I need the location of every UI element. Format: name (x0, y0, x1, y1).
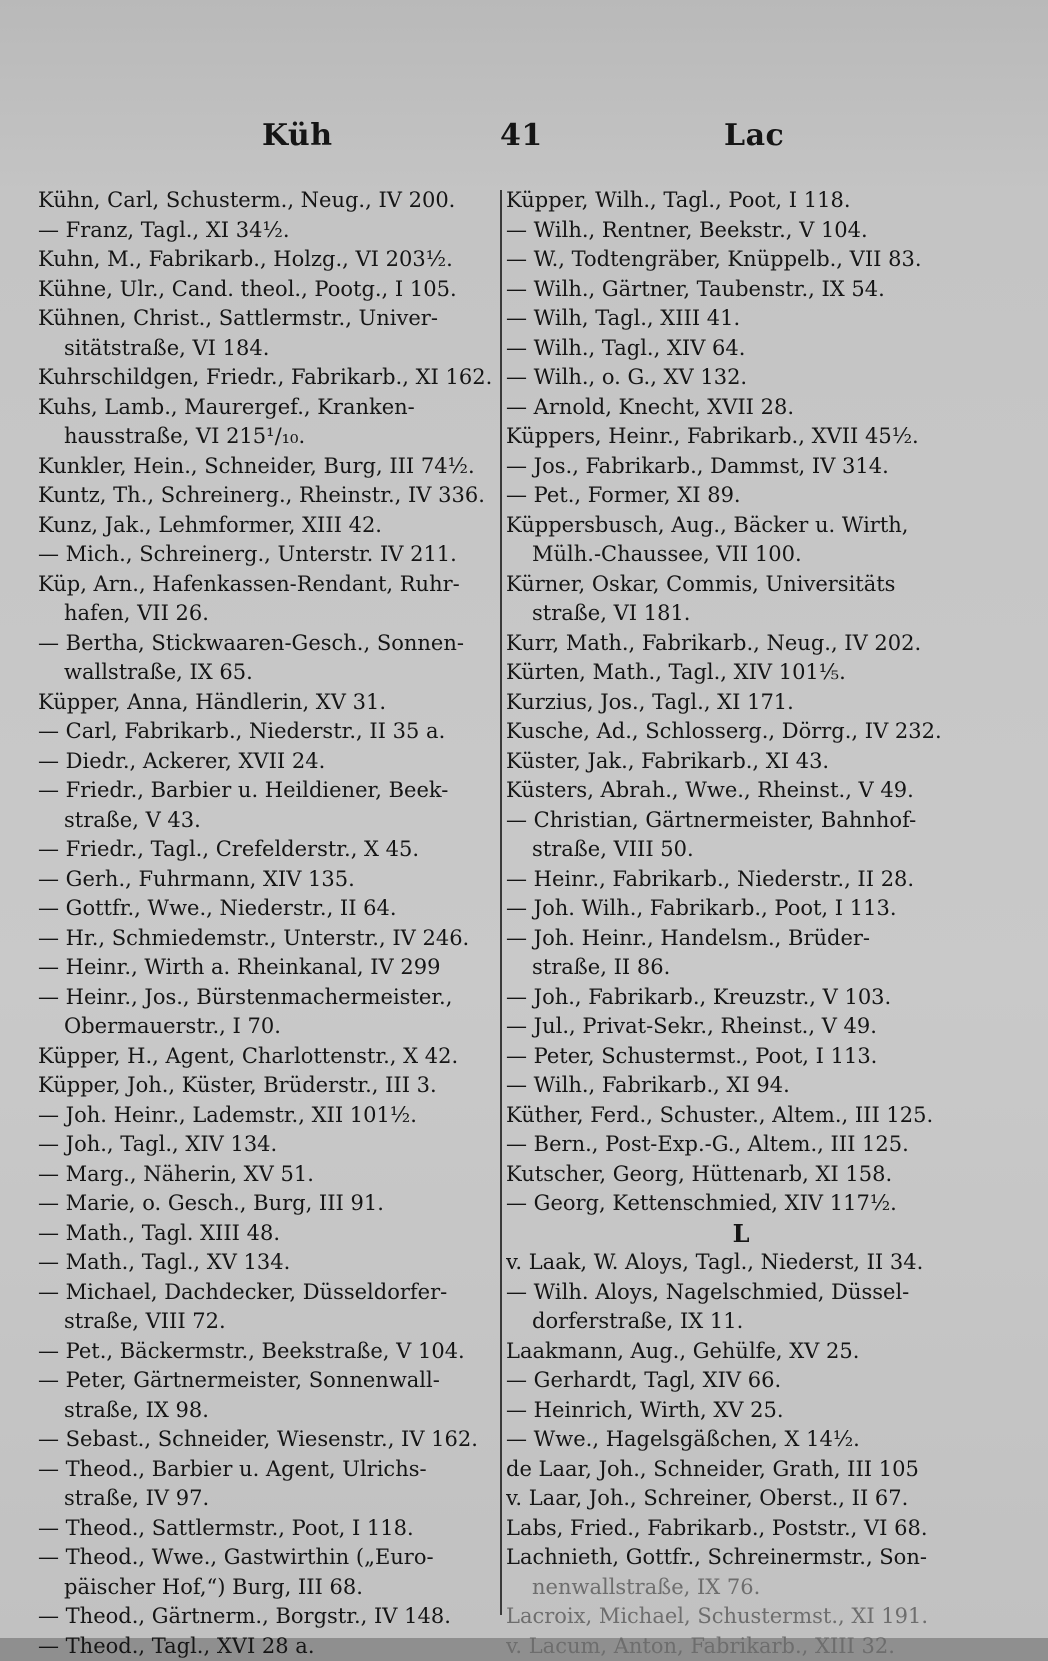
directory-entry: Kühn, Carl, Schusterm., Neug., IV 200. (38, 186, 496, 216)
directory-entry: v. Lacum, Anton, Fabrikarb., XIII 32. (506, 1632, 976, 1661)
directory-entry: Labs, Fried., Fabrikarb., Poststr., VI 68. (506, 1514, 976, 1544)
directory-entry: — Wilh., o. G., XV 132. (506, 363, 976, 393)
directory-entry: — Friedr., Tagl., Crefelderstr., X 45. (38, 835, 496, 865)
directory-entry: Küppersbusch, Aug., Bäcker u. Wirth, (506, 511, 976, 541)
left-column (38, 186, 496, 1661)
directory-entry: Küp, Arn., Hafenkassen-Rendant, Ruhr- (38, 570, 496, 600)
directory-entry: Küsters, Abrah., Wwe., Rheinst., V 49. (506, 776, 976, 806)
directory-entry: Lachnieth, Gottfr., Schreinermstr., Son- (506, 1543, 976, 1573)
page-header (0, 118, 1048, 168)
directory-entry: — Wilh., Tagl., XIV 64. (506, 334, 976, 364)
directory-entry: — Gerhardt, Tagl, XIV 66. (506, 1366, 976, 1396)
directory-entry: — Theod., Sattlermstr., Poot, I 118. (38, 1514, 496, 1544)
directory-entry: Kurzius, Jos., Tagl., XI 171. (506, 688, 976, 718)
directory-entry: Küpper, Wilh., Tagl., Poot, I 118. (506, 186, 976, 216)
directory-entry: — Math., Tagl., XV 134. (38, 1248, 496, 1278)
directory-entry: — Heinr., Jos., Bürstenmachermeister., (38, 983, 496, 1013)
entry-continuation: hafen, VII 26. (38, 599, 496, 629)
directory-entry: Kürner, Oskar, Commis, Universitäts (506, 570, 976, 600)
directory-entry: Kuhs, Lamb., Maurergef., Kranken- (38, 393, 496, 423)
directory-entry: Küpper, H., Agent, Charlottenstr., X 42. (38, 1042, 496, 1072)
directory-entry: — Peter, Schustermst., Poot, I 113. (506, 1042, 976, 1072)
directory-entry: Küster, Jak., Fabrikarb., XI 43. (506, 747, 976, 777)
directory-entry: — W., Todtengräber, Knüppelb., VII 83. (506, 245, 976, 275)
directory-entry: Kutscher, Georg, Hüttenarb, XI 158. (506, 1160, 976, 1190)
column-divider (500, 190, 502, 1615)
directory-entry: — Gerh., Fuhrmann, XIV 135. (38, 865, 496, 895)
entry-continuation: sitätstraße, VI 184. (38, 334, 496, 364)
entry-continuation: nenwallstraße, IX 76. (506, 1573, 976, 1603)
section-letter: L (506, 1219, 976, 1249)
directory-entry: — Franz, Tagl., XI 34½. (38, 216, 496, 246)
directory-entry: — Heinr., Fabrikarb., Niederstr., II 28. (506, 865, 976, 895)
directory-entry: Kunz, Jak., Lehmformer, XIII 42. (38, 511, 496, 541)
directory-entry: — Christian, Gärtnermeister, Bahnhof- (506, 806, 976, 836)
directory-entry: — Joh., Fabrikarb., Kreuzstr., V 103. (506, 983, 976, 1013)
entry-continuation: Obermauerstr., I 70. (38, 1012, 496, 1042)
entry-continuation: straße, VIII 50. (506, 835, 976, 865)
directory-entry: — Joh., Tagl., XIV 134. (38, 1130, 496, 1160)
directory-entry: — Carl, Fabrikarb., Niederstr., II 35 a. (38, 717, 496, 747)
directory-entry: — Wilh. Aloys, Nagelschmied, Düssel- (506, 1278, 976, 1308)
directory-entry: — Joh. Wilh., Fabrikarb., Poot, I 113. (506, 894, 976, 924)
directory-entry: Kühnen, Christ., Sattlermstr., Univer- (38, 304, 496, 334)
directory-entry: — Mich., Schreinerg., Unterstr. IV 211. (38, 540, 496, 570)
entry-continuation: straße, II 86. (506, 953, 976, 983)
entry-continuation: straße, V 43. (38, 806, 496, 836)
directory-entry: Küpper, Joh., Küster, Brüderstr., III 3. (38, 1071, 496, 1101)
directory-entry: — Joh. Heinr., Lademstr., XII 101½. (38, 1101, 496, 1131)
right-column (506, 186, 976, 1661)
directory-entry: Küther, Ferd., Schuster., Altem., III 125. (506, 1101, 976, 1131)
entry-continuation: päischer Hof,“) Burg, III 68. (38, 1573, 496, 1603)
directory-entry: Küppers, Heinr., Fabrikarb., XVII 45½. (506, 422, 976, 452)
directory-entry: Kuntz, Th., Schreinerg., Rheinstr., IV 336. (38, 481, 496, 511)
directory-entry: — Arnold, Knecht, XVII 28. (506, 393, 976, 423)
directory-entry: — Diedr., Ackerer, XVII 24. (38, 747, 496, 777)
directory-entry: — Marie, o. Gesch., Burg, III 91. (38, 1189, 496, 1219)
directory-entry: — Wilh, Tagl., XIII 41. (506, 304, 976, 334)
directory-entry: — Bern., Post-Exp.-G., Altem., III 125. (506, 1130, 976, 1160)
directory-entry: — Theod., Wwe., Gastwirthin („Euro- (38, 1543, 496, 1573)
directory-entry: — Heinrich, Wirth, XV 25. (506, 1396, 976, 1426)
header-left-catchword: Küh (262, 118, 333, 153)
entry-continuation: straße, IX 98. (38, 1396, 496, 1426)
directory-entry: — Theod., Tagl., XVI 28 a. (38, 1632, 496, 1661)
directory-entry: — Friedr., Barbier u. Heildiener, Beek- (38, 776, 496, 806)
entry-continuation: straße, VI 181. (506, 599, 976, 629)
directory-entry: — Bertha, Stickwaaren-Gesch., Sonnen- (38, 629, 496, 659)
directory-entry: Kurr, Math., Fabrikarb., Neug., IV 202. (506, 629, 976, 659)
directory-entry: Kusche, Ad., Schlosserg., Dörrg., IV 232. (506, 717, 976, 747)
page-number: 41 (500, 118, 543, 153)
directory-entry: Lacroix, Michael, Schustermst., XI 191. (506, 1602, 976, 1632)
directory-entry: — Gottfr., Wwe., Niederstr., II 64. (38, 894, 496, 924)
directory-entry: Kühne, Ulr., Cand. theol., Pootg., I 105. (38, 275, 496, 305)
directory-entry: — Jos., Fabrikarb., Dammst, IV 314. (506, 452, 976, 482)
entry-continuation: hausstraße, VI 215¹/₁₀. (38, 422, 496, 452)
directory-entry: — Heinr., Wirth a. Rheinkanal, IV 299 (38, 953, 496, 983)
directory-entry: — Michael, Dachdecker, Düsseldorfer- (38, 1278, 496, 1308)
directory-entry: de Laar, Joh., Schneider, Grath, III 105 (506, 1455, 976, 1485)
directory-entry: — Marg., Näherin, XV 51. (38, 1160, 496, 1190)
entry-continuation: wallstraße, IX 65. (38, 658, 496, 688)
directory-entry: — Math., Tagl. XIII 48. (38, 1219, 496, 1249)
directory-entry: Kunkler, Hein., Schneider, Burg, III 74½. (38, 452, 496, 482)
entry-continuation: dorferstraße, IX 11. (506, 1307, 976, 1337)
directory-entry: — Jul., Privat-Sekr., Rheinst., V 49. (506, 1012, 976, 1042)
directory-entry: — Peter, Gärtnermeister, Sonnenwall- (38, 1366, 496, 1396)
directory-entry: — Joh. Heinr., Handelsm., Brüder- (506, 924, 976, 954)
directory-entry: — Sebast., Schneider, Wiesenstr., IV 162. (38, 1425, 496, 1455)
directory-entry: Küpper, Anna, Händlerin, XV 31. (38, 688, 496, 718)
entry-continuation: Mülh.-Chaussee, VII 100. (506, 540, 976, 570)
directory-entry: Kürten, Math., Tagl., XIV 101⅕. (506, 658, 976, 688)
directory-entry: Laakmann, Aug., Gehülfe, XV 25. (506, 1337, 976, 1367)
directory-entry: — Pet., Bäckermstr., Beekstraße, V 104. (38, 1337, 496, 1367)
header-right-catchword: Lac (724, 118, 784, 153)
entry-continuation: straße, IV 97. (38, 1484, 496, 1514)
directory-entry: — Wwe., Hagelsgäßchen, X 14½. (506, 1425, 976, 1455)
directory-entry: v. Laak, W. Aloys, Tagl., Niederst, II 34. (506, 1248, 976, 1278)
directory-entry: Kuhrschildgen, Friedr., Fabrikarb., XI 162. (38, 363, 496, 393)
directory-entry: — Pet., Former, XI 89. (506, 481, 976, 511)
directory-entry: — Wilh., Fabrikarb., XI 94. (506, 1071, 976, 1101)
entry-continuation: straße, VIII 72. (38, 1307, 496, 1337)
directory-entry: — Theod., Barbier u. Agent, Ulrichs- (38, 1455, 496, 1485)
directory-entry: — Wilh., Rentner, Beekstr., V 104. (506, 216, 976, 246)
directory-entry: Kuhn, M., Fabrikarb., Holzg., VI 203½. (38, 245, 496, 275)
directory-entry: v. Laar, Joh., Schreiner, Oberst., II 67. (506, 1484, 976, 1514)
directory-entry: — Theod., Gärtnerm., Borgstr., IV 148. (38, 1602, 496, 1632)
directory-entry: — Hr., Schmiedemstr., Unterstr., IV 246. (38, 924, 496, 954)
directory-entry: — Georg, Kettenschmied, XIV 117½. (506, 1189, 976, 1219)
directory-entry: — Wilh., Gärtner, Taubenstr., IX 54. (506, 275, 976, 305)
